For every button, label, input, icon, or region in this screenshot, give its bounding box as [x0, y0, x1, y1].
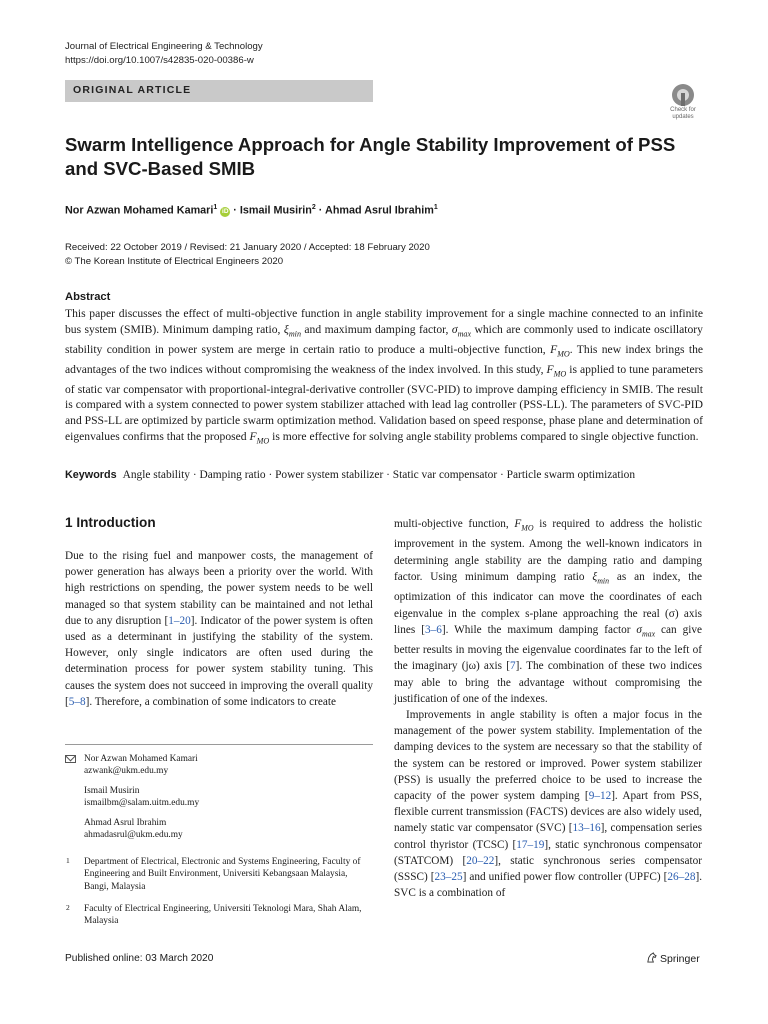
correspondent-name: Ismail Musirin	[84, 785, 140, 796]
publisher-name: Springer	[660, 953, 700, 965]
paragraph	[394, 516, 702, 707]
correspondent	[84, 753, 374, 778]
citation-link[interactable]: 9–12	[588, 790, 612, 802]
citation-link[interactable]: 13–16	[572, 822, 601, 835]
affiliation-1: Department of Electrical, Electronic and Systems Engineering, Faculty of Engineering and Built Environment, Universiti Kebangsaan Malaysia, Bangi, Malaysia	[84, 857, 361, 892]
abstract-text: and maximum damping factor,	[301, 322, 452, 336]
body-text: Improvements in angle stability is often a major focus in the management of the power system stability. Implementation of the damping devices to the system are necessary so that the stability of the system can be restored or improved. Power system stabilizer (PSS) is usually the preferred choice to be used to increase the capacity of the power system damping [	[394, 708, 702, 802]
body-text: can give better results in moving the eigenvalue coordinates far to the left of the imaginary (jω) axis [	[394, 623, 702, 673]
body-text: ], compensation series control thyristor (TCSC) [	[394, 822, 702, 851]
body-text: as an index, the optimization of this indicator can move the coordinates of each eigenvalue in the complex s-plane approaching the real (σ) axis lines [	[394, 570, 702, 636]
body-text: ], static synchronous compensator (STATCOM) [	[394, 838, 702, 867]
math-symbol: F	[249, 429, 257, 443]
left-column-text	[65, 548, 373, 710]
body-text: Due to the rising fuel and manpower costs, the management of power generation has always been a priority over the world. With high restrictions on spending, the power system needs to be well managed so that system stability can be maintained and not lethal due to any disruption [	[65, 550, 373, 627]
author-name[interactable]: Ismail Musirin	[239, 204, 312, 217]
math-subscript: min	[597, 576, 609, 586]
body-text: ] and unified power flow controller (UPFC) [	[462, 871, 668, 884]
affiliation-number: 2	[66, 903, 70, 912]
paper-title: Swarm Intelligence Approach for Angle Stability Improvement of PSS and SVC-Based SMIB	[65, 134, 676, 179]
math-symbol: F	[514, 518, 522, 530]
keywords	[65, 469, 715, 481]
math-symbol: F	[546, 362, 554, 376]
citation-link[interactable]: 26–28	[667, 871, 696, 884]
correspondent-name: Nor Azwan Mohamed Kamari	[84, 754, 198, 764]
correspondent-email[interactable]: ahmadasrul@ukm.edu.my	[84, 830, 183, 841]
copyright-line: © The Korean Institute of Electrical Engineers 2020	[65, 256, 284, 267]
crossmark-badge[interactable]	[664, 84, 702, 124]
envelope-icon	[65, 755, 76, 763]
affiliation-2: Faculty of Electrical Engineering, Universiti Teknologi Mara, Shah Alam, Malaysia	[84, 904, 362, 927]
body-text: ]. Apart from PSS, flexible current transmission (FACTS) devices are also widely used, namely static var compensator (SVC) [	[394, 790, 702, 835]
body-text: multi-objective function,	[394, 518, 515, 530]
affiliation-number: 1	[66, 856, 70, 865]
paragraph	[65, 548, 373, 710]
section-heading: 1 Introduction	[65, 515, 156, 530]
math-symbol: ξ	[283, 322, 289, 336]
math-subscript: min	[288, 328, 301, 338]
correspondence-block	[84, 753, 374, 848]
doi-link[interactable]: https://doi.org/10.1007/s42835-020-00386-w	[65, 55, 254, 66]
abstract-text: is more effective for solving angle stability problems compared to single objective function.	[269, 429, 699, 443]
body-text: ]. The combination of these two indices may able to bring the advantage without compromising the justification of one of the indexes.	[394, 660, 703, 705]
orcid-icon[interactable]: iD	[222, 207, 229, 215]
author-affiliation-sup: 1	[433, 204, 438, 211]
correspondent-name: Ahmad Asrul Ibrahim	[84, 817, 167, 828]
journal-name: Journal of Electrical Engineering & Technology	[65, 41, 263, 52]
right-column-text	[394, 516, 702, 901]
body-text: ]. Therefore, a combination of some indicators to create	[85, 695, 336, 708]
author-name[interactable]: Ahmad Asrul Ibrahim	[325, 204, 434, 217]
citation-link[interactable]: 7	[509, 660, 516, 673]
crossmark-label: Check for updates	[670, 107, 696, 120]
math-subscript: MO	[553, 368, 567, 378]
citation-link[interactable]: 1–20	[168, 614, 191, 627]
math-subscript: MO	[557, 348, 570, 358]
math-subscript: MO	[256, 435, 270, 445]
published-date: Published online: 03 March 2020	[65, 953, 214, 964]
correspondent-email[interactable]: ismailbm@salam.uitm.edu.my	[84, 798, 200, 809]
math-symbol: σ	[636, 623, 642, 636]
keywords-label: Keywords	[65, 469, 117, 481]
body-text: ]. While the maximum damping factor	[441, 623, 637, 636]
received-dates: Received: 22 October 2019 / Revised: 21 January 2020 / Accepted: 18 February 2020	[65, 242, 430, 253]
article-type-label: ORIGINAL ARTICLE	[73, 84, 192, 96]
keywords-list: Angle stability · Damping ratio · Power system stabilizer · Static var compensator · Particle swarm optimization	[122, 469, 636, 481]
citation-link[interactable]: 23–25	[434, 871, 463, 884]
article-type-banner	[65, 80, 373, 102]
author-separator: ·	[230, 204, 240, 217]
abstract-body	[65, 306, 703, 449]
journal-header	[65, 40, 263, 68]
correspondent	[84, 817, 374, 842]
math-subscript: MO	[521, 523, 534, 533]
paragraph	[394, 707, 702, 901]
body-text: ]. Indicator of the power system is often used as a determinant in justifying the stability of the system. However, only single indicators are often used during the determination process for power system stability tuning. This causes the system does not succeed in improving the overall quality [	[65, 614, 373, 708]
citation-link[interactable]: 20–22	[466, 854, 495, 867]
citation-link[interactable]: 5–8	[68, 695, 86, 708]
body-text: is required to address the holistic improvement in the system. Among the well-known indicators in determining angle stability are the damping ratio and damping factor. Using minimum damping ratio	[394, 518, 702, 583]
abstract-text: . This new index brings the advantages of the two indices without compromising the weakness of the index involved. In this study,	[65, 342, 704, 376]
author-name[interactable]: Nor Azwan Mohamed Kamari	[65, 204, 214, 217]
math-subscript: max	[457, 328, 472, 338]
body-text: ]. SVC is a combination of	[394, 871, 703, 900]
publisher-logo	[646, 952, 700, 965]
crossmark-icon	[672, 84, 694, 106]
author-separator: ·	[315, 204, 326, 217]
correspondent-email[interactable]: azwank@ukm.edu.my	[84, 766, 169, 777]
springer-horse-icon	[646, 952, 657, 963]
correspondent	[84, 785, 374, 810]
author-affiliation-sup: 1	[213, 204, 218, 211]
article-dates	[65, 241, 430, 269]
citation-link[interactable]: 3–6	[424, 623, 442, 636]
abstract-text: which are commonly used to indicate oscillatory stability condition in power system are merge in certain ratio to produce a multi-objective function,	[65, 322, 703, 356]
math-subscript: max	[641, 628, 656, 638]
abstract-heading: Abstract	[65, 291, 111, 303]
math-symbol: ξ	[592, 570, 598, 583]
math-symbol: F	[550, 342, 558, 356]
abstract-text: This paper discusses the effect of multi-objective function in angle stability improvement for a single machine connected to an infinite bus system (SMIB). Minimum damping ratio,	[65, 307, 703, 336]
body-text: ], static synchronous series compensator (SSSC) [	[394, 854, 702, 884]
citation-link[interactable]: 17–19	[516, 838, 545, 851]
author-affiliation-sup: 2	[311, 204, 316, 211]
author-list	[65, 204, 438, 217]
abstract-text: is applied to tune parameters of static var compensator with proportional-integral-derivative controller (SVC-PID) to improve damping efficiency in SMIB. The result is compared with a system connected to power system stabilizer attached with lead lag controller (PSS-LL). The parameters of SVC-PID and PSS-LL are optimized by particle swarm optimization method. Validation based on speed response, phase plane and determination of eigenvalues confirms that the proposed	[65, 362, 703, 443]
math-symbol: σ	[451, 322, 458, 336]
footnote-divider	[65, 744, 373, 745]
